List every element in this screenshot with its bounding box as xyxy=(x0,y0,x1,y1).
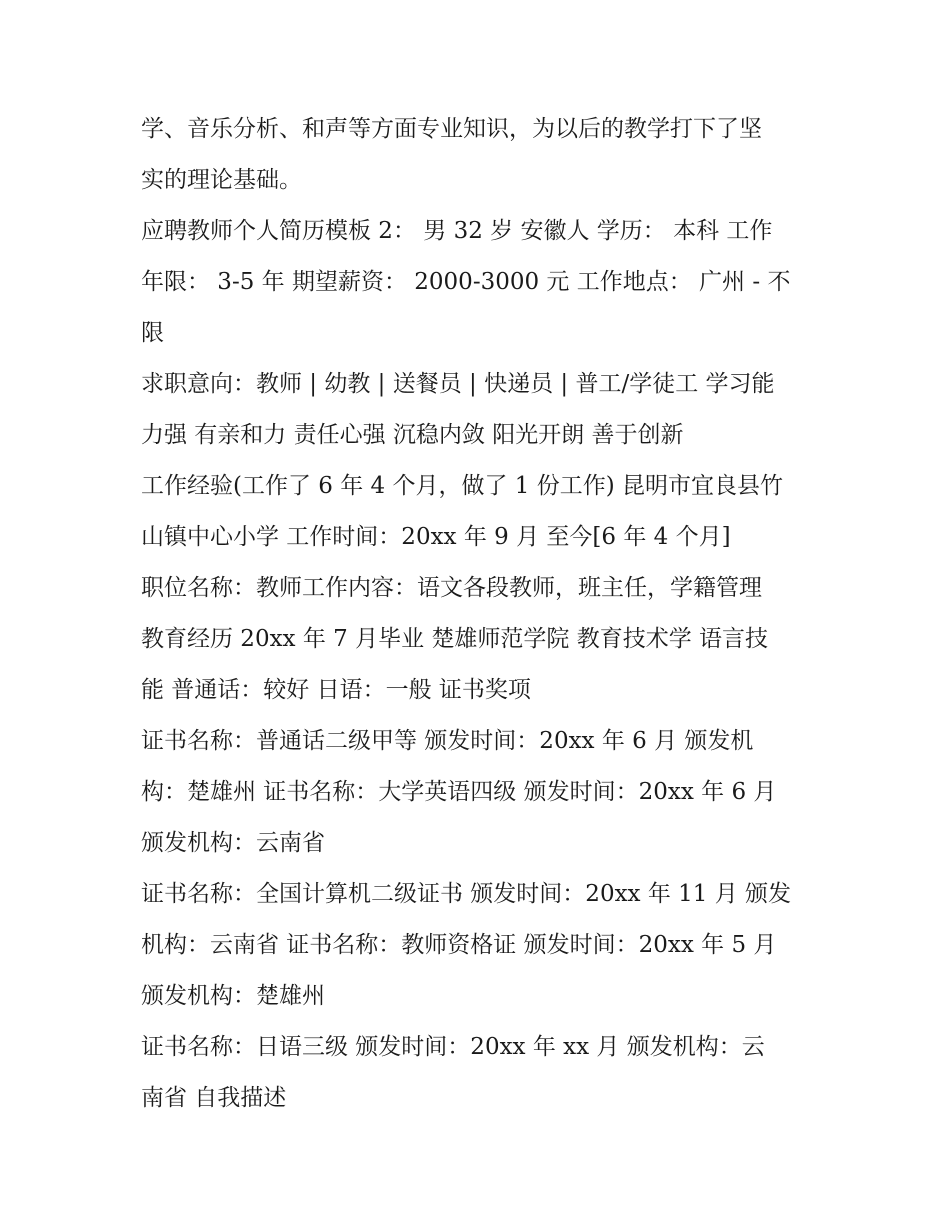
text-line: 工作经验(工作了 6 年 4 个月，做了 1 份工作) 昆明市宜良县竹 xyxy=(141,473,784,499)
text-line: 证书名称：全国计算机二级证书 颁发时间：20xx 年 11 月 颁发 xyxy=(141,881,792,907)
text-line: 机构：云南省 证书名称：教师资格证 颁发时间：20xx 年 5 月 xyxy=(141,932,777,958)
text-line: 南省 自我描述 xyxy=(141,1085,287,1111)
text-line: 年限： 3-5 年 期望薪资： 2000-3000 元 工作地点： 广州 - 不 xyxy=(141,269,791,295)
text-line: 应聘教师个人简历模板 2： 男 32 岁 安徽人 学历： 本科 工作 xyxy=(141,218,773,244)
text-line: 学、音乐分析、和声等方面专业知识，为以后的教学打下了坚 xyxy=(141,116,762,142)
text-line: 教育经历 20xx 年 7 月毕业 楚雄师范学院 教育技术学 语言技 xyxy=(141,626,769,652)
text-line: 限 xyxy=(141,320,164,346)
text-line: 实的理论基础。 xyxy=(141,167,302,193)
text-line: 求职意向：教师 | 幼教 | 送餐员 | 快递员 | 普工/学徒工 学习能 xyxy=(141,371,775,397)
text-line: 力强 有亲和力 责任心强 沉稳内敛 阳光开朗 善于创新 xyxy=(141,422,684,448)
text-line: 能 普通话：较好 日语：一般 证书奖项 xyxy=(141,677,531,703)
text-line: 证书名称：日语三级 颁发时间：20xx 年 xx 月 颁发机构：云 xyxy=(141,1034,765,1060)
text-line: 颁发机构：楚雄州 xyxy=(141,983,325,1009)
text-line: 证书名称：普通话二级甲等 颁发时间：20xx 年 6 月 颁发机 xyxy=(141,728,754,754)
text-line: 颁发机构：云南省 xyxy=(141,830,325,856)
document-body xyxy=(141,104,821,1124)
text-line: 职位名称：教师工作内容：语文各段教师，班主任，学籍管理 xyxy=(141,575,762,601)
text-line: 山镇中心小学 工作时间：20xx 年 9 月 至今[6 年 4 个月] xyxy=(141,524,731,550)
text-line: 构：楚雄州 证书名称：大学英语四级 颁发时间：20xx 年 6 月 xyxy=(141,779,777,805)
